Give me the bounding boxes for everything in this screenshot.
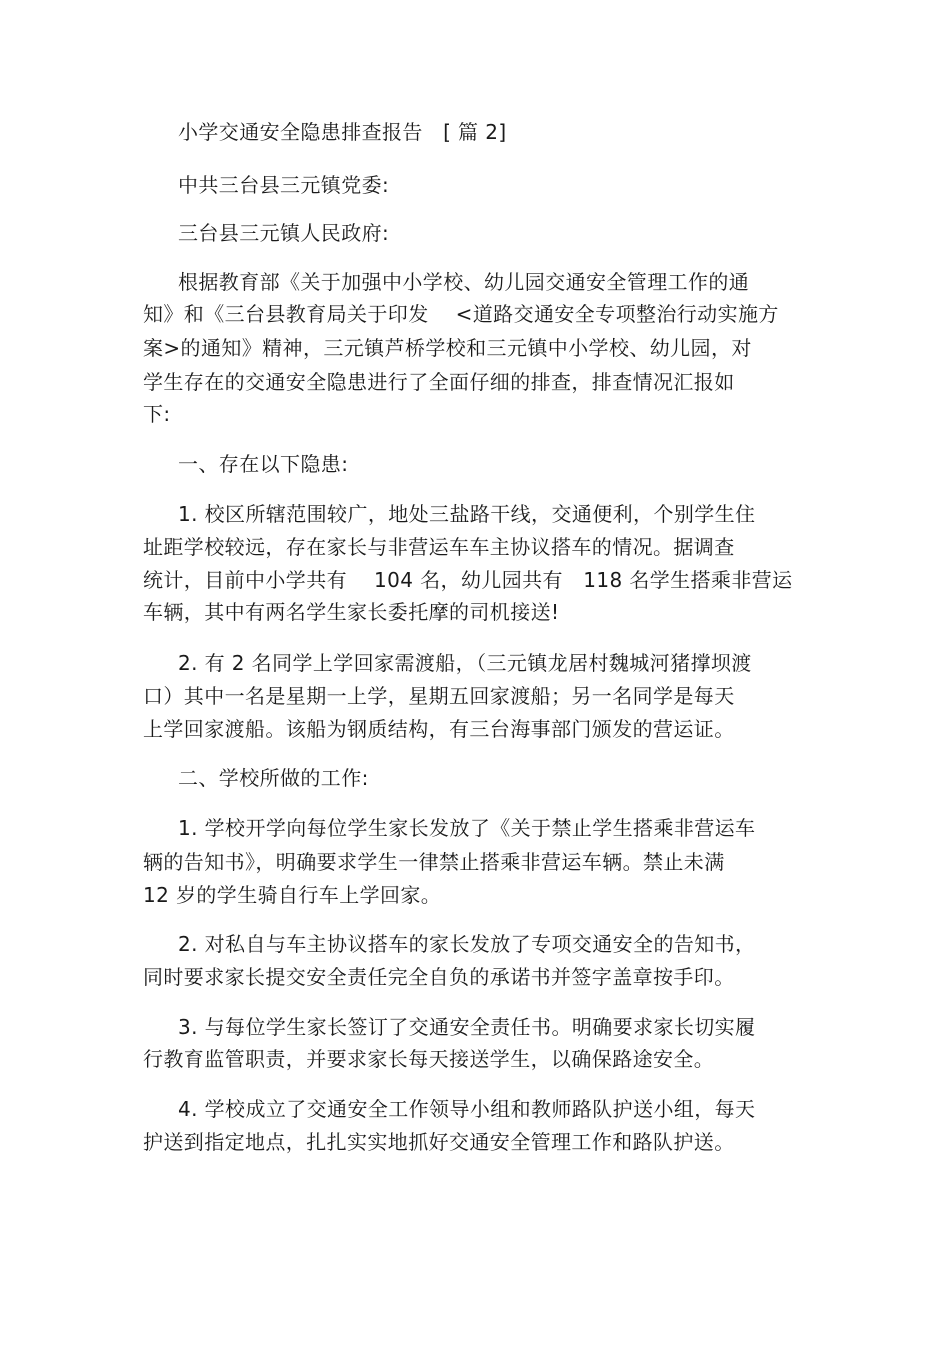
paragraph-line: 口）其中一名是星期一上学，星期五回家渡船；另一名同学是每天 bbox=[143, 684, 735, 708]
paragraph-line: 行教育监管职责，并要求家长每天接送学生，以确保路途安全。 bbox=[143, 1047, 715, 1071]
paragraph-line: 4. 学校成立了交通安全工作领导小组和教师路队护送小组，每天 bbox=[178, 1097, 756, 1121]
intro-line: 案>的通知》精神，三元镇芦桥学校和三元镇中小学校、幼儿园，对 bbox=[143, 336, 752, 360]
paragraph-line: 2. 对私自与车主协议搭车的家长发放了专项交通安全的告知书， bbox=[178, 932, 756, 956]
intro-line: 下: bbox=[143, 402, 171, 426]
recipient-government: 三台县三元镇人民政府: bbox=[178, 221, 390, 245]
intro-line: 学生存在的交通安全隐患进行了全面仔细的排查，排查情况汇报如 bbox=[143, 370, 735, 394]
intro-line: 根据教育部《关于加强中小学校、幼儿园交通安全管理工作的通 bbox=[178, 270, 750, 294]
paragraph-line: 同时要求家长提交安全责任完全自负的承诺书并签字盖章按手印。 bbox=[143, 965, 735, 989]
paragraph-line: 址距学校较远，存在家长与非营运车车主协议搭车的情况。据调查 bbox=[143, 535, 735, 559]
paragraph-line: 上学回家渡船。该船为钢质结构，有三台海事部门颁发的营运证。 bbox=[143, 717, 735, 741]
paragraph-line: 护送到指定地点，扎扎实实地抓好交通安全管理工作和路队护送。 bbox=[143, 1130, 735, 1154]
paragraph-line: 12 岁的学生骑自行车上学回家。 bbox=[143, 883, 442, 907]
paragraph-line: 1. 校区所辖范围较广，地处三盐路干线，交通便利，个别学生住 bbox=[178, 502, 756, 526]
recipient-party-committee: 中共三台县三元镇党委: bbox=[178, 173, 390, 197]
paragraph-line: 统计，目前中小学共有 104 名，幼儿园共有 118 名学生搭乘非营运 bbox=[143, 568, 793, 592]
section-heading: 一、存在以下隐患: bbox=[178, 452, 349, 476]
paragraph-line: 辆的告知书》，明确要求学生一律禁止搭乘非营运车辆。禁止未满 bbox=[143, 850, 725, 874]
paragraph-line: 2. 有 2 名同学上学回家需渡船，（三元镇龙居村魏城河猪撑坝渡 bbox=[178, 651, 752, 675]
document-title: 小学交通安全隐患排查报告 [ 篇 2] bbox=[178, 120, 507, 144]
paragraph-line: 车辆，其中有两名学生家长委托摩的司机接送! bbox=[143, 600, 560, 624]
intro-line: 知》和《三台县教育局关于印发 <道路交通安全专项整治行动实施方 bbox=[143, 302, 779, 326]
paragraph-line: 3. 与每位学生家长签订了交通安全责任书。明确要求家长切实履 bbox=[178, 1015, 756, 1039]
section-heading: 二、学校所做的工作: bbox=[178, 766, 369, 790]
paragraph-line: 1. 学校开学向每位学生家长发放了《关于禁止学生搭乘非营运车 bbox=[178, 816, 756, 840]
